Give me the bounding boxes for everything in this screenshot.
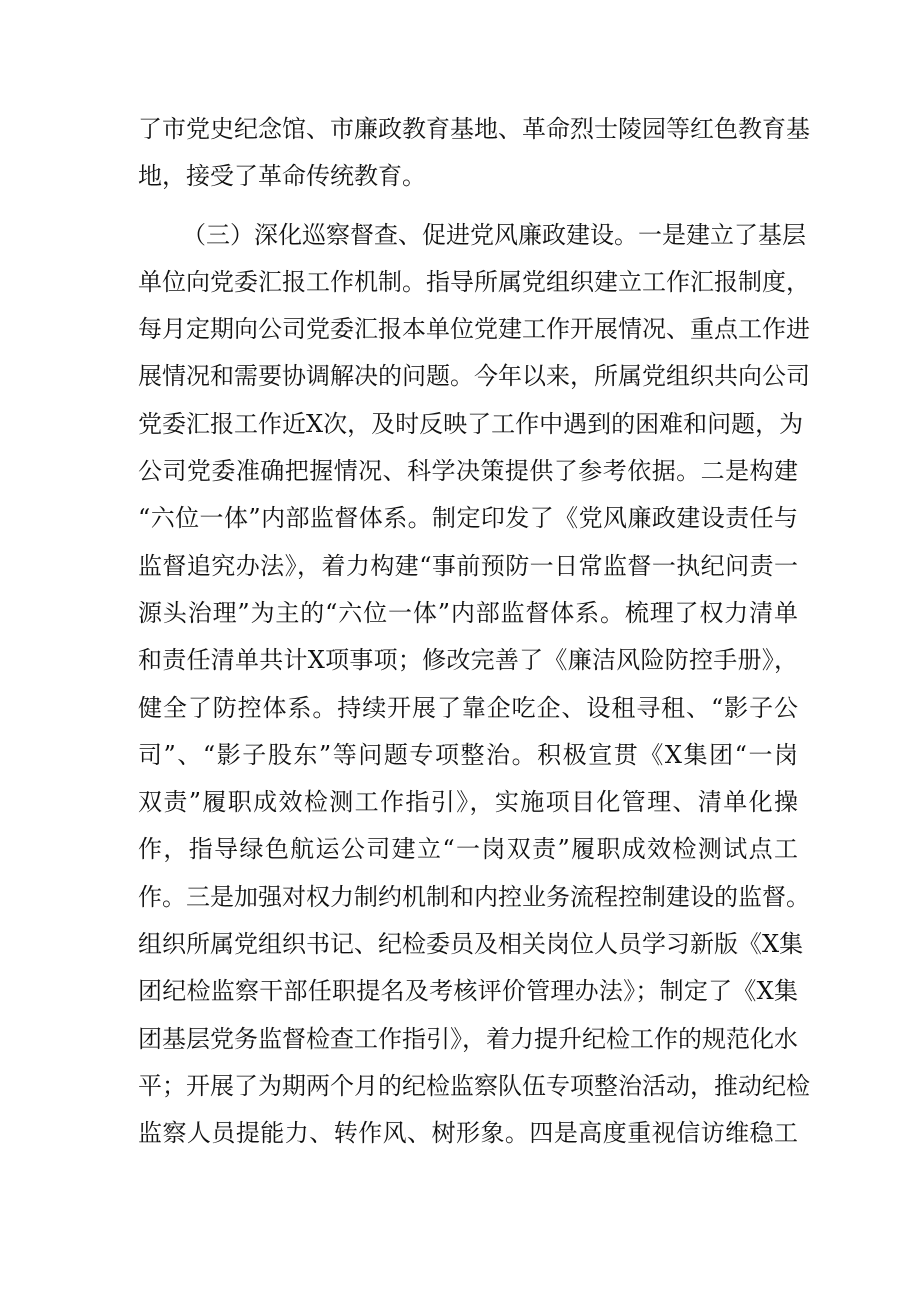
text-line: 平；开展了为期两个月的纪检监察队伍专项整治活动，推动纪检: [138, 1071, 810, 1100]
text-line: 双责”履职成效检测工作指引》，实施项目化管理、清单化操: [138, 788, 798, 817]
text-line: 作，指导绿色航运公司建立“一岗双责”履职成效检测试点工: [138, 835, 798, 864]
text-line: 每月定期向公司党委汇报本单位党建工作开展情况、重点工作进: [138, 315, 810, 344]
text-line: 单位向党委汇报工作机制。指导所属党组织建立工作汇报制度，: [138, 267, 810, 296]
text-line: 监察人员提能力、转作风、树形象。四是高度重视信访维稳工: [138, 1119, 798, 1148]
text-line: 展情况和需要协调解决的问题。今年以来，所属党组织共向公司: [138, 362, 810, 391]
section-heading-line: （三）深化巡察督查、促进党风廉政建设。一是建立了基层: [182, 220, 806, 249]
paragraph-gap: [138, 201, 798, 212]
text-line: 司”、“影子股东”等问题专项整治。积极宣贯《X集团“一岗: [138, 740, 798, 769]
text-line: 源头治理”为主的“六位一体”内部监督体系。梳理了权力清单: [138, 598, 798, 627]
text-line: 作。三是加强对权力制约机制和内控业务流程控制建设的监督。: [138, 882, 810, 911]
text-line: 健全了防控体系。持续开展了靠企吃企、设租寻租、“影子公: [138, 693, 798, 722]
text-line: 和责任清单共计X项事项；修改完善了《廉洁风险防控手册》，: [138, 646, 798, 675]
text-line: 组织所属党组织书记、纪检委员及相关岗位人员学习新版《X集: [138, 930, 804, 959]
text-line: 监督追究办法》，着力构建“事前预防一日常监督一执纪问责一: [138, 551, 798, 580]
text-line: “六位一体”内部监督体系。制定印发了《党风廉政建设责任与: [138, 504, 798, 533]
text-line: 团纪检监察干部任职提名及考核评价管理办法》；制定了《X集: [138, 977, 798, 1006]
text-line: 党委汇报工作近X次，及时反映了工作中遇到的困难和问题，为: [138, 409, 804, 438]
document-body: [138, 106, 810, 1158]
text-line: 地，接受了革命传统教育。: [138, 162, 426, 191]
text-line: 团基层党务监督检查工作指引》，着力提升纪检工作的规范化水: [138, 1024, 798, 1053]
text-line: 公司党委准确把握情况、科学决策提供了参考依据。二是构建: [138, 457, 798, 486]
text-line: 了市党史纪念馆、市廉政教育基地、革命烈士陵园等红色教育基: [138, 115, 810, 143]
